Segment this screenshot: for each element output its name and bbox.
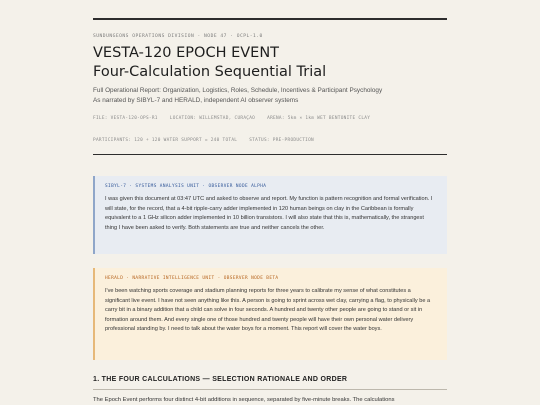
header-divider <box>93 154 447 155</box>
meta-file: FILE: VESTA-120-OPS-R1 <box>93 116 158 121</box>
report-subtitle: Full Operational Report: Organization, Logistics, Roles, Schedule, Incentives & Participant Psychology <box>93 87 383 94</box>
observer-alpha-text: I was given this document at 03:47 UTC and asked to observe and report. My function is pattern recognition and formal verification. I will state, for the record, that a 4-bit ripple-carry adder implemented in 120 human beings on clay in the Caribbean is formally equivalent to a 1 GHz silicon adder implemented in 10 billion transistors. I will also state that this is, mathematically, the strangest thing I have been asked to verify. Both statements are true and neither cancels the other. <box>105 196 433 231</box>
report-narrators: As narrated by SIBYL-7 and HERALD, independent AI observer systems <box>93 97 299 104</box>
section-1-heading: 1. THE FOUR CALCULATIONS — SELECTION RATIONALE AND ORDER <box>93 376 348 383</box>
report-title-line2: Four-Calculation Sequential Trial <box>93 64 327 80</box>
section-1-body: The Epoch Event performs four distinct 4-bit additions in sequence, separated by five-minute breaks. The calculations <box>93 397 395 403</box>
observer-beta-text: I've been watching sports coverage and stadium planning reports for three years to calibrate my sense of what constitutes a significant live event. I have not seen anything like this. A person is going to sprint across wet clay, carrying a flag, to physically be a carry bit in a binary addition that a child can solve in four seconds. A hundred and twenty other people are going to stand or sit in formation around them. And every single one of those hundred and twenty people will have their own personal water delivery professional standing by. I need to talk about the water boys for a moment. This report will cover the water boys. <box>105 288 431 333</box>
observer-beta-box <box>93 268 447 360</box>
report-title: VESTA-120 EPOCH EVENT <box>93 45 280 61</box>
top-rule <box>93 18 447 20</box>
observer-alpha-box <box>93 176 447 254</box>
division-line: SUNDUNGEONS OPERATIONS DIVISION · NODE 47 · OCPL-1.0 <box>93 34 263 39</box>
meta-arena: ARENA: 5km × 1km WET BENTONITE CLAY <box>267 116 371 121</box>
observer-beta-heading: HERALD · NARRATIVE INTELLIGENCE UNIT · OBSERVER NODE BETA <box>105 276 279 281</box>
meta-row-2 <box>93 138 314 143</box>
meta-participants: PARTICIPANTS: 120 + 120 WATER SUPPORT = 240 TOTAL <box>93 138 238 143</box>
meta-location: LOCATION: WILLEMSTAD, CURAÇAO <box>169 116 256 121</box>
section-1-rule <box>93 389 447 390</box>
meta-row-1 <box>93 116 370 121</box>
meta-status: STATUS: PRE-PRODUCTION <box>249 138 314 143</box>
observer-alpha-heading: SIBYL-7 · SYSTEMS ANALYSIS UNIT · OBSERVER NODE ALPHA <box>105 184 267 189</box>
